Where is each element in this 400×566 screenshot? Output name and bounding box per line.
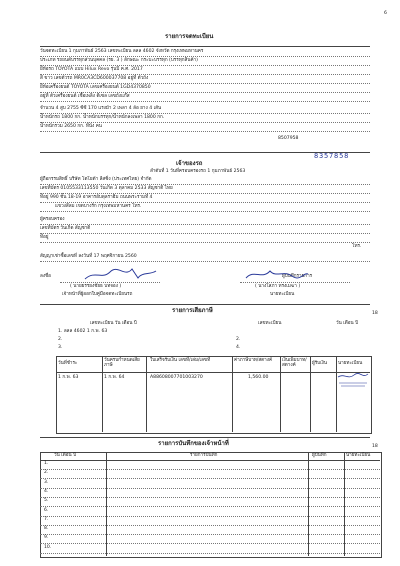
notes-row-line xyxy=(40,469,380,470)
registration-line-4: สี ขาว เลขตัวรถ MR0CA3CD600037708 อยู่ที่ ตัวถัง xyxy=(40,76,149,81)
notes-row-number: 8. xyxy=(44,526,49,532)
registrar-signature-scribble xyxy=(242,266,312,282)
registration-line-3: ยี่ห้อรถ TOYOTA แบบ Hilux Revo รุ่นปี ค.ศ. 2017 xyxy=(40,67,143,72)
owner-line-7: ที่อยู่ xyxy=(40,235,49,240)
tax-col-due: วันครบกำหนดเสียภาษี xyxy=(104,358,140,368)
notes-row-number: 5. xyxy=(44,498,49,504)
registration-line-7: จำนวน 4 สูบ 2755 ซีซี 170 แรงม้า 2 เพลา 4 ล้อ ยาง 4 เส้น xyxy=(40,106,162,111)
tax-row-receipt: A88608007701003270 xyxy=(150,375,203,380)
registration-line-6: อยู่ที่ ตัวเครื่องยนต์ เชื้อเพลิง ดีเซล เลขถังแก๊ส xyxy=(40,94,130,99)
notes-table xyxy=(40,452,382,558)
registration-top-rule xyxy=(40,46,370,47)
page-number: 6 xyxy=(384,11,387,16)
owner-title: เจ้าของรถ xyxy=(176,160,203,167)
notes-row-line xyxy=(40,553,380,554)
signature-owner-role: เจ้าหน้าที่ผู้ออกใบคู่มือจดทะเบียนรถ xyxy=(62,292,133,297)
owner-sequence: ลำดับที่ 1 วันที่ครอบครองรถ 1 กุมภาพันธ์ 2563 xyxy=(150,169,246,174)
tax-row-amount: 1,560.00 xyxy=(248,375,269,380)
notes-row-line xyxy=(40,506,380,507)
notes-col-entry: รายการบันทึก xyxy=(190,453,218,458)
tax-top-rule xyxy=(40,304,370,305)
tax-plate-row-1: 1. ลลล 4602 1 ก.พ. 63 xyxy=(58,329,108,334)
notes-row-number: 1. xyxy=(44,461,49,466)
tax-header-mid: เลขทะเบียน xyxy=(258,321,282,326)
registration-line-8: น้ำหนักรถ 1800 กก. น้ำหนักบรรทุก/น้ำหนักลงเพลา 1800 กก. xyxy=(40,115,165,120)
tax-col-paid: วันที่ชำระ xyxy=(58,361,78,366)
notes-col-registrar: นายทะเบียน xyxy=(346,453,371,458)
notes-row-number: 7. xyxy=(44,516,49,522)
owner-line-6: เลขที่บัตร วันเกิด สัญชาติ xyxy=(40,226,91,231)
tax-plate-row-3: 3. xyxy=(58,345,63,350)
registration-title: รายการจดทะเบียน xyxy=(165,33,214,40)
notes-col-date: วัน เดือน ปี xyxy=(54,453,77,458)
signature-owner-caption: ( นายยรรยงชัยธ บทจอง ) xyxy=(70,284,122,289)
tax-row-due: 1 ก.พ. 64 xyxy=(104,375,125,380)
tax-section-number: 18 xyxy=(372,311,378,316)
tax-col-registrar: นายทะเบียน xyxy=(338,361,363,366)
tax-row-paid: 1 ก.พ. 63 xyxy=(58,375,79,380)
registration-reference-number: 8507958 xyxy=(278,136,299,141)
notes-title: รายการบันทึกของเจ้าหน้าที่ xyxy=(158,440,229,447)
tax-header-right: วัน เดือน ปี xyxy=(336,321,359,326)
notes-row-line xyxy=(40,478,380,479)
owner-line-4: แขวงสีลม เขตบางรัก กรุงเทพมหานคร โทร. xyxy=(55,204,142,209)
tax-header-left: เลขทะเบียน วัน เดือน ปี xyxy=(90,321,137,326)
notes-row-number: 9. xyxy=(44,535,49,541)
signature-registrar-caption: ( นางโสภา ทรงเมฆา ) xyxy=(255,284,301,289)
registration-line-1: วันจดทะเบียน 1 กุมภาพันธ์ 2563 เลขทะเบียน ลลล 4602 จังหวัด กรุงเทพมหานคร xyxy=(40,49,204,54)
registration-line-5: ยี่ห้อเครื่องยนต์ TOYOTA เลขเครื่องยนต์ 1GD4370850 xyxy=(40,85,151,90)
registration-line-9: น้ำหนักรวม 2650 กก. ที่นั่ง คน xyxy=(40,124,102,129)
owner-line-1: ผู้ถือกรรมสิทธิ์ บริษัท โตโยต้า ลีสซิ่ง (ประเทศไทย) จำกัด xyxy=(40,177,152,182)
notes-row-number: 4. xyxy=(44,488,49,494)
notes-row-line xyxy=(40,488,380,489)
notes-row-number: 3. xyxy=(44,479,49,485)
notes-row-line xyxy=(40,543,380,544)
signature-registrar-role: นายทะเบียน xyxy=(270,292,295,297)
owner-line-3: ที่อยู่ 990 ชั้น 18-19 อาคารอับดุลราฮิม ถนนพระรามที่ 4 xyxy=(40,195,153,200)
tax-col-receipt: ใบเสร็จรับเงิน เลขที่/เล่ม/เลขที่ xyxy=(150,358,211,363)
notes-row-line xyxy=(40,497,380,498)
notes-row-line xyxy=(40,525,380,526)
tax-col-receiver: ผู้รับเงิน xyxy=(312,361,328,366)
notes-section-number: 18 xyxy=(372,444,378,449)
tax-plate-row-right-1: 2. xyxy=(236,337,241,342)
tax-plate-row-2: 2. xyxy=(58,337,63,342)
owner-stamp-number: 8357858 xyxy=(314,152,350,160)
owner-line-2: เลขที่บัตร 0105533113550 วันเกิด 3 ตุลาคม 2533 สัญชาติ ไทย xyxy=(40,186,173,191)
owner-line-8: โทร. xyxy=(352,244,362,249)
notes-row-number: 6. xyxy=(44,507,49,513)
notes-col-recorder: ผู้บันทึก xyxy=(312,453,327,458)
notes-row-line xyxy=(40,534,380,535)
tax-title: รายการเสียภาษี xyxy=(172,307,213,314)
registration-line-2: ประเภท รถยนต์บรรทุกส่วนบุคคล (รย. 3 ) ลักษณะ กระบะบรรทุก (บรรทุกสินค้า) xyxy=(40,58,198,63)
tax-col-amount: ค่าภาษีบาท/สตางค์ xyxy=(234,358,273,363)
owner-signature-scribble xyxy=(80,266,160,282)
owner-line-5: ผู้ครอบครอง xyxy=(40,217,65,222)
tax-plate-row-right-2: 4. xyxy=(236,345,241,350)
tax-col-extra: เงินเพิ่มบาท/สตางค์ xyxy=(282,358,307,368)
notes-row-number: 10. xyxy=(44,544,52,550)
owner-line-9: สัญญาเช่าซื้อเลขที่ ลงวันที่ 17 พฤศจิกายน 2560 xyxy=(40,254,137,259)
notes-row-number: 2. xyxy=(44,470,49,476)
notes-row-line xyxy=(40,516,380,517)
signature-registrar-label: ผู้บันทึกรายการ xyxy=(282,274,313,279)
tax-registrar-stamp xyxy=(336,371,370,389)
signature-owner-label: ลงชื่อ xyxy=(40,274,51,279)
notes-top-rule xyxy=(40,437,370,438)
